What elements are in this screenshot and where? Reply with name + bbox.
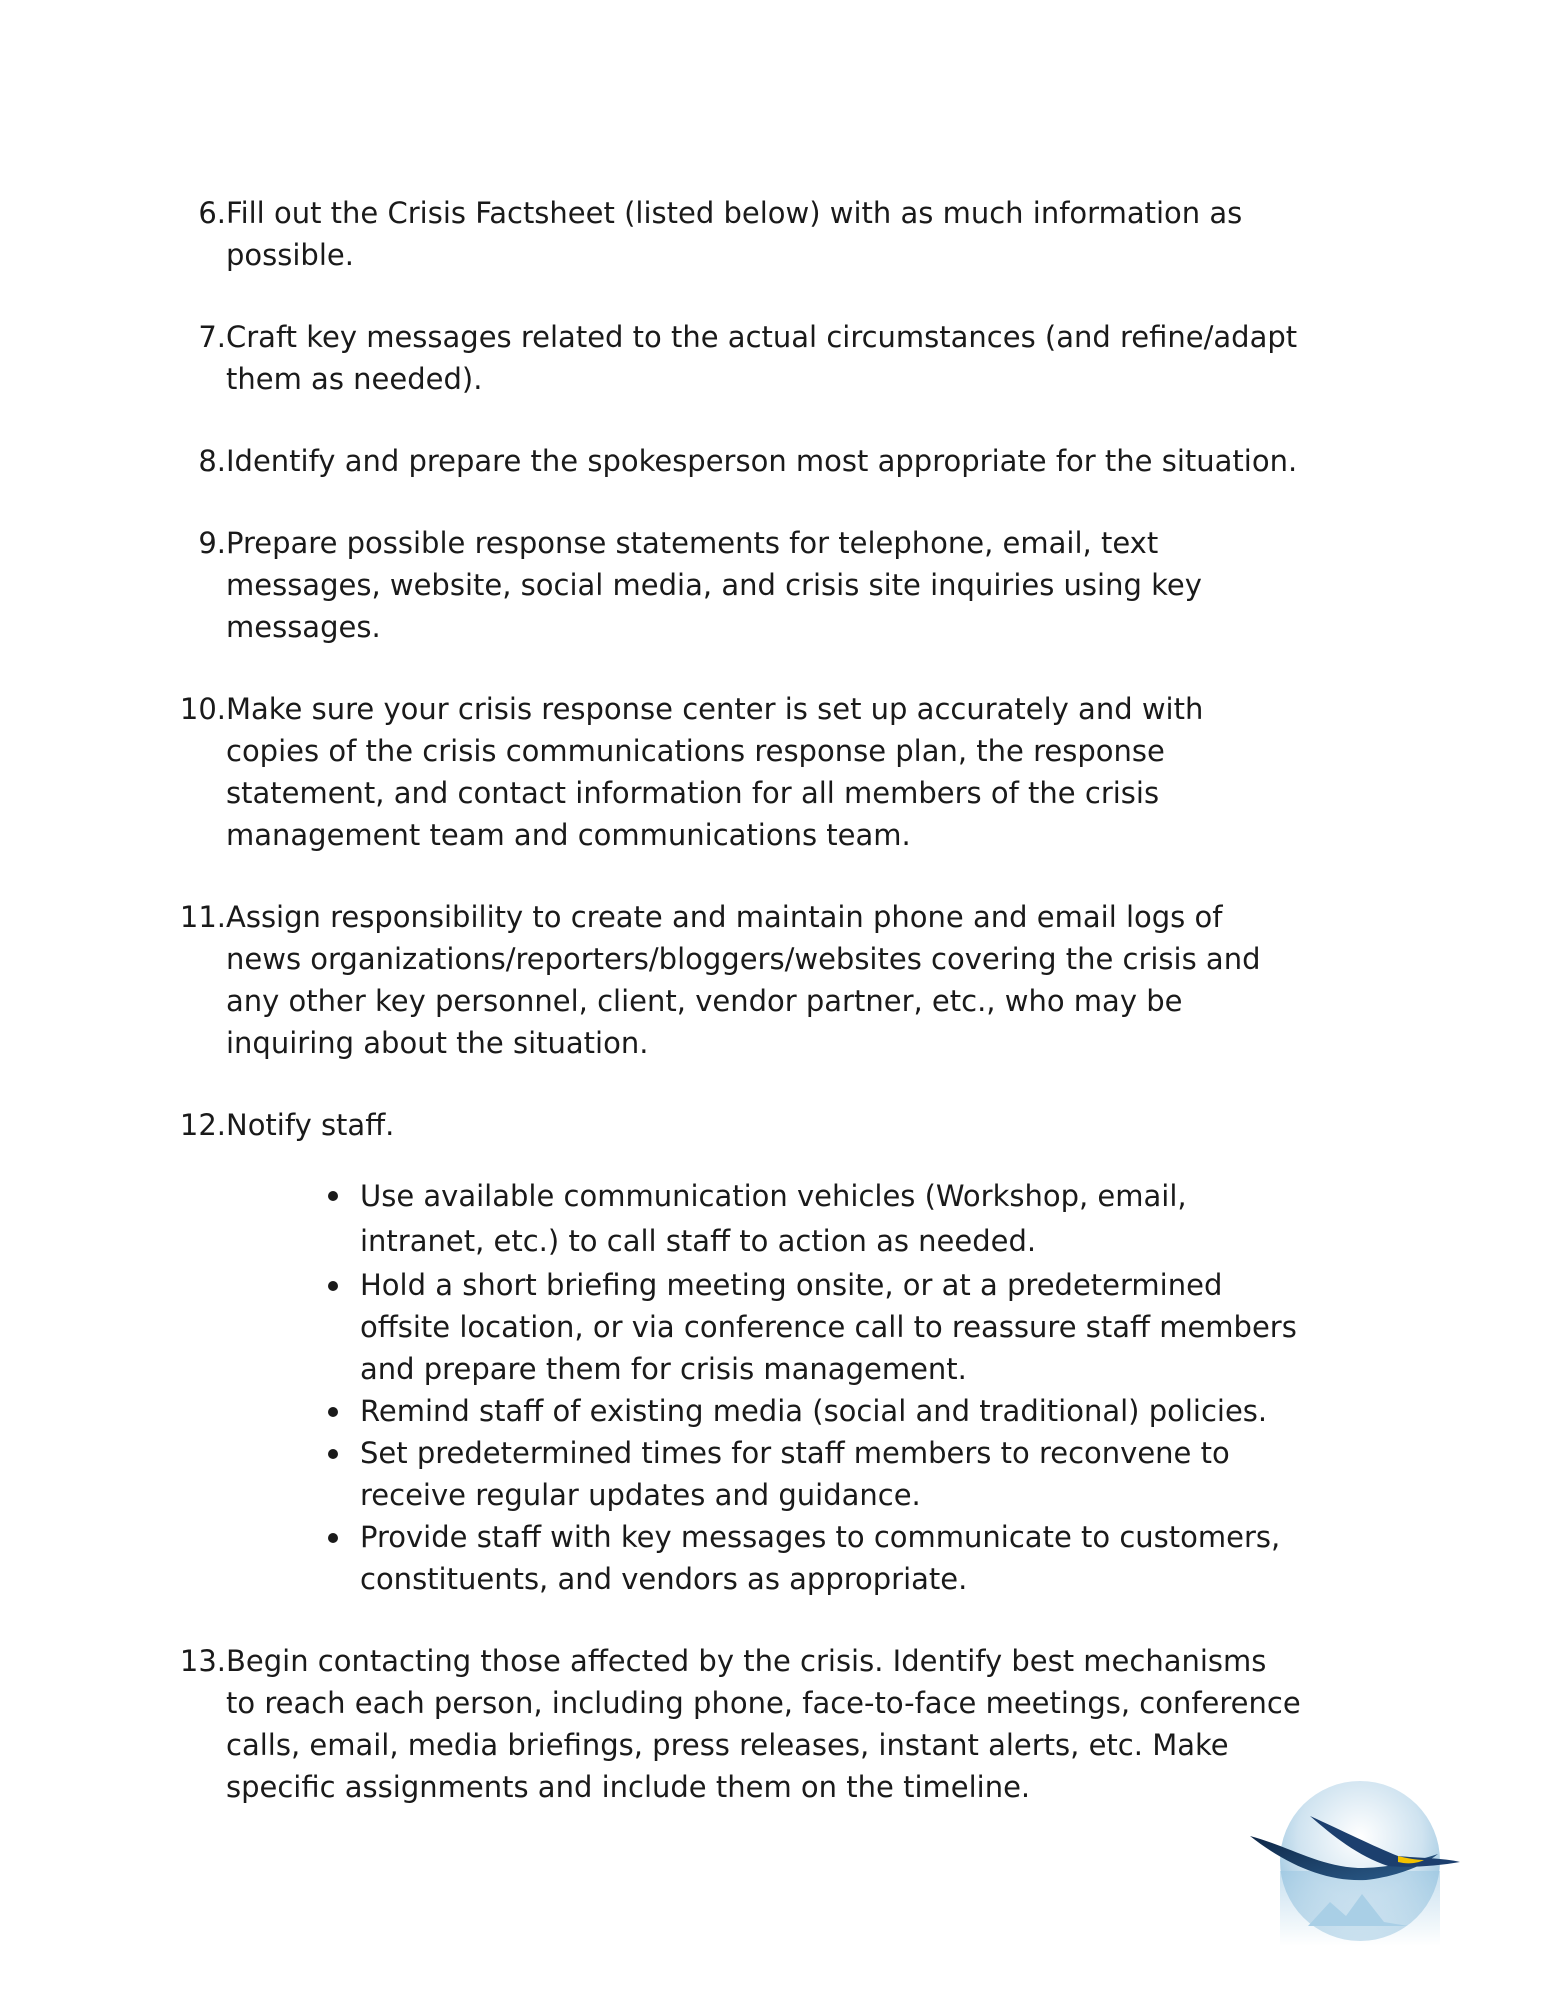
step-number: 11. bbox=[179, 900, 226, 934]
step-text: Craft key messages related to the actual circumstances (and refine/adapt them as needed). bbox=[226, 320, 1298, 396]
step-8 bbox=[164, 440, 1304, 482]
step-number: 13. bbox=[179, 1644, 226, 1678]
bullet-dot-icon bbox=[328, 1191, 338, 1201]
step-12 bbox=[164, 1104, 1304, 1600]
step-11 bbox=[164, 896, 1304, 1064]
step-10 bbox=[164, 688, 1304, 856]
notify-staff-bullets bbox=[226, 1174, 1304, 1600]
step-text: Prepare possible response statements for telephone, email, text messages, website, social media, and crisis site inquiries using key messages. bbox=[226, 526, 1202, 644]
bullet-text: Hold a short briefing meeting onsite, or at a predetermined offsite location, or via conference call to reassure staff members and prepare them for crisis management. bbox=[360, 1268, 1297, 1386]
bullet-item bbox=[328, 1432, 1304, 1516]
step-text: Notify staff. bbox=[226, 1108, 395, 1142]
bullet-text: Provide staff with key messages to communicate to customers, constituents, and vendors as appropriate. bbox=[360, 1520, 1281, 1596]
bird-over-mountains-logo-icon bbox=[1248, 1776, 1468, 1946]
bullet-item bbox=[328, 1390, 1304, 1432]
step-number: 12. bbox=[179, 1108, 226, 1142]
step-number: 6. bbox=[198, 196, 226, 230]
bullet-item bbox=[328, 1516, 1304, 1600]
step-text: Make sure your crisis response center is set up accurately and with copies of the crisis communications response plan, the response statement, and contact information for all members of the crisis management team and communications team. bbox=[226, 692, 1204, 852]
step-text: Begin contacting those affected by the crisis. Identify best mechanisms to reach each person, including phone, face-to-face meetings, conference calls, email, media briefings, press releases, instant alerts, etc. Make specific assignments and include them on the timeline. bbox=[226, 1644, 1301, 1804]
step-9 bbox=[164, 522, 1304, 648]
step-number: 10. bbox=[179, 692, 226, 726]
bullet-item bbox=[328, 1174, 1304, 1264]
step-number: 9. bbox=[198, 526, 226, 560]
step-number: 8. bbox=[198, 444, 226, 478]
step-text: Fill out the Crisis Factsheet (listed below) with as much information as possible. bbox=[226, 196, 1243, 272]
step-7 bbox=[164, 316, 1304, 400]
bullet-text: Set predetermined times for staff members to reconvene to receive regular updates and guidance. bbox=[360, 1436, 1230, 1512]
bullet-text: Remind staff of existing media (social and traditional) policies. bbox=[360, 1394, 1268, 1428]
step-text: Assign responsibility to create and maintain phone and email logs of news organizations/reporters/bloggers/websites covering the crisis and any other key personnel, client, vendor partner, etc., who may be inquiring about the situation. bbox=[226, 900, 1261, 1060]
step-6 bbox=[164, 192, 1304, 276]
bullet-dot-icon bbox=[328, 1533, 338, 1543]
step-13 bbox=[164, 1640, 1304, 1808]
step-number: 7. bbox=[198, 320, 226, 354]
steps-list bbox=[164, 192, 1304, 1848]
bullet-text: Use available communication vehicles (Workshop, email, intranet, etc.) to call staff to action as needed. bbox=[360, 1179, 1187, 1258]
bullet-dot-icon bbox=[328, 1281, 338, 1291]
bullet-item bbox=[328, 1264, 1304, 1390]
step-text: Identify and prepare the spokesperson most appropriate for the situation. bbox=[226, 444, 1298, 478]
bullet-dot-icon bbox=[328, 1449, 338, 1459]
bullet-dot-icon bbox=[328, 1407, 338, 1417]
